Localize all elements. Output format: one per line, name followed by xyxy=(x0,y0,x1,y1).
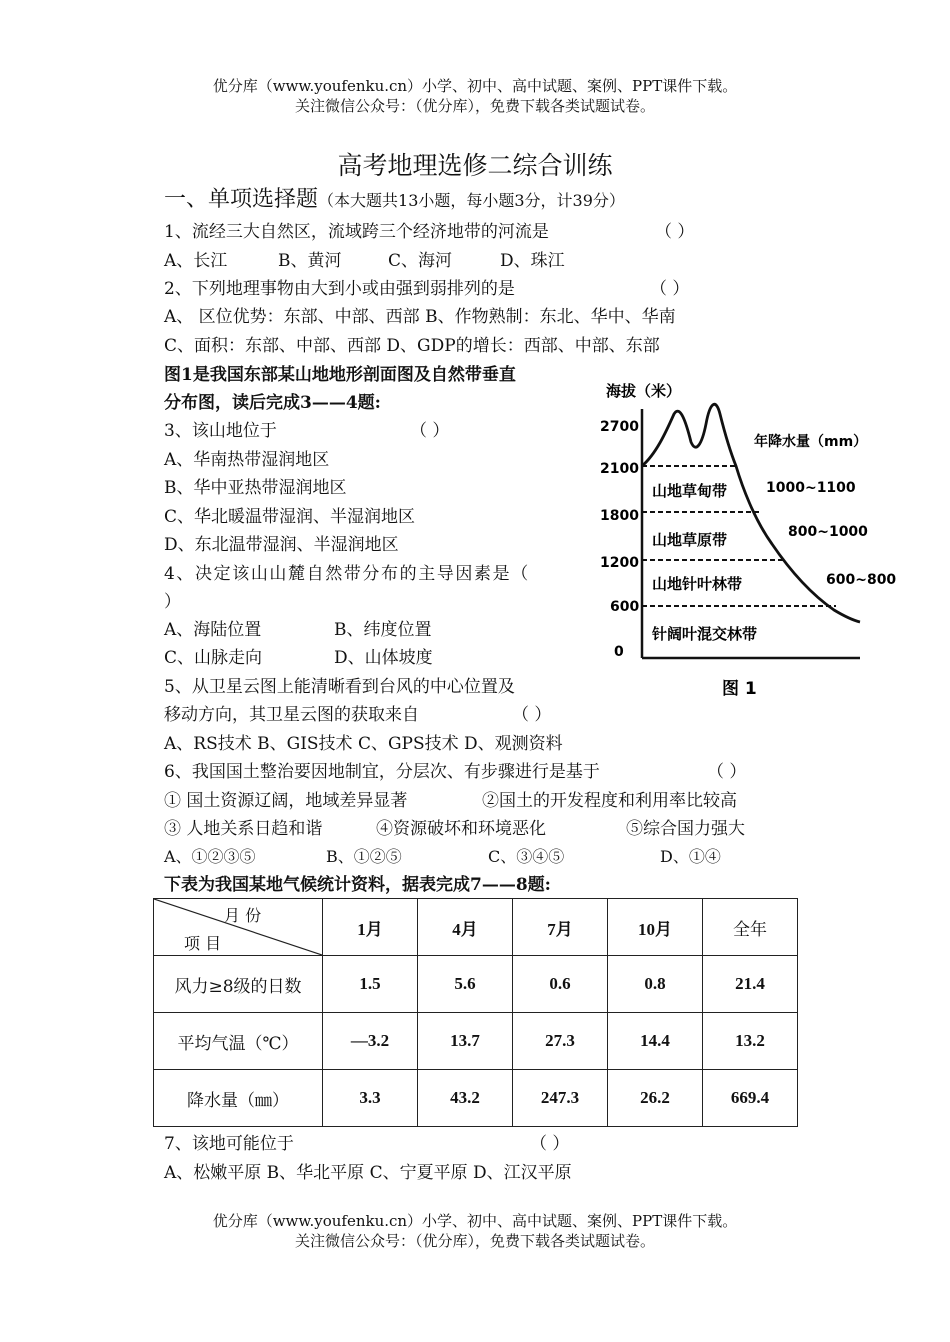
table-cell: 5.6 xyxy=(418,956,513,1013)
q6-option-a: A、①②③⑤ xyxy=(164,847,256,866)
section-note: （本大题共13小题，每小题3分，计39分） xyxy=(318,191,625,210)
q4-option-b: B、纬度位置 xyxy=(334,620,432,640)
q5-stem-line-2: 移动方向，其卫星云图的获取来自 xyxy=(164,705,419,725)
header-line-2: 关注微信公众号：（优分库），免费下载各类试题试卷。 xyxy=(294,97,655,115)
table-cell: 13.7 xyxy=(418,1013,513,1070)
q2-stem: 2、下列地理事物由大到小或由强到弱排列的是 xyxy=(164,279,515,299)
precip-high: 1000~1100 xyxy=(766,480,856,496)
q1-option-a: A、长江 xyxy=(164,251,228,271)
precip-mid: 800~1000 xyxy=(788,524,868,540)
corner-item-label: 项 目 xyxy=(184,934,222,953)
q3-option-c: C、华北暖温带湿润、半湿润地区 xyxy=(164,507,416,527)
table-cell: 0.8 xyxy=(608,956,703,1013)
table-cell: 27.3 xyxy=(513,1013,608,1070)
table-intro: 下表为我国某地气候统计资料，据表完成7——8题: xyxy=(164,875,551,895)
table-cell: 26.2 xyxy=(608,1070,703,1127)
y-axis-title: 海拔（米） xyxy=(606,382,682,400)
table-cell: 1.5 xyxy=(323,956,418,1013)
precip-title: 年降水量（mm） xyxy=(754,434,868,450)
zone-meadow: 山地草甸带 xyxy=(652,482,728,500)
fig-intro-line-1: 图1是我国东部某山地地形剖面图及自然带垂直 xyxy=(164,365,516,385)
climate-table xyxy=(153,898,798,1127)
col-header-jan: 1月 xyxy=(323,899,418,956)
table-cell: 3.3 xyxy=(323,1070,418,1127)
q4-options-line-1 xyxy=(164,616,432,644)
footer-line-2: 关注微信公众号：（优分库），免费下载各类试题试卷。 xyxy=(294,1232,655,1250)
table-corner-cell xyxy=(154,899,323,956)
q6-option-d: D、①④ xyxy=(660,847,721,866)
page-title: 高考地理选修二综合训练 xyxy=(337,151,613,180)
tick-0: 0 xyxy=(614,644,624,660)
col-header-oct: 10月 xyxy=(608,899,703,956)
tick-2700: 2700 xyxy=(600,419,639,435)
q5-paren: （ ） xyxy=(512,705,552,725)
q4-stem: 4、决定该山山麓自然带分布的主导因素是（ xyxy=(164,564,530,584)
q6-options xyxy=(164,843,721,871)
q3-option-d: D、东北温带湿润、半湿润地区 xyxy=(164,535,399,555)
tick-1800: 1800 xyxy=(600,508,639,524)
q4-option-a: A、海陆位置 xyxy=(164,620,262,640)
q2-paren: （ ） xyxy=(650,279,690,299)
table-cell: —3.2 xyxy=(323,1013,418,1070)
footer-line-1: 优分库（www.youfenku.cn）小学、初中、高中试题、案例、PPT课件下载。 xyxy=(212,1212,738,1230)
q6-paren: （ ） xyxy=(707,762,747,782)
q3-option-a: A、华南热带湿润地区 xyxy=(164,450,330,470)
q5-stem-line-1: 5、从卫星云图上能清晰看到台风的中心位置及 xyxy=(164,677,515,697)
q6-statement-2: ②国土的开发程度和利用率比较高 xyxy=(482,791,737,811)
q7-paren: （ ） xyxy=(530,1134,570,1154)
q5-options: A、RS技术 B、GIS技术 C、GPS技术 D、观测资料 xyxy=(164,734,563,754)
row-label-temperature: 平均气温（℃） xyxy=(154,1013,323,1070)
table-row xyxy=(154,1013,798,1070)
zone-coniferous: 山地针叶林带 xyxy=(652,575,743,593)
section-heading-text: 一、单项选择题 xyxy=(164,187,319,212)
table-row xyxy=(154,956,798,1013)
figure-1-profile xyxy=(586,374,916,704)
col-header-jul: 7月 xyxy=(513,899,608,956)
q6-option-b: B、①②⑤ xyxy=(326,847,402,866)
table-cell: 13.2 xyxy=(703,1013,798,1070)
q2-options-line-2: C、面积：东部、中部、西部 D、GDP的增长：西部、中部、东部 xyxy=(164,336,660,356)
row-label-wind: 风力≥8级的日数 xyxy=(154,956,323,1013)
q6-statement-5: ⑤综合国力强大 xyxy=(626,819,745,839)
q1-stem: 1、流经三大自然区，流域跨三个经济地带的河流是 xyxy=(164,222,549,242)
col-header-year: 全年 xyxy=(703,899,798,956)
q4-option-d: D、山体坡度 xyxy=(334,648,433,668)
q6-option-c: C、③④⑤ xyxy=(488,847,565,866)
q6-statements-line-1 xyxy=(164,787,737,815)
q6-stem: 6、我国国土整治要因地制宜，分层次、有步骤进行是基于 xyxy=(164,762,600,782)
q1-option-b: B、黄河 xyxy=(278,251,342,271)
q1-options xyxy=(164,247,565,275)
zone-mixed-forest: 针阔叶混交林带 xyxy=(652,625,758,643)
q6-statement-4: ④资源破坏和环境恶化 xyxy=(376,819,546,839)
table-cell: 14.4 xyxy=(608,1013,703,1070)
table-cell: 247.3 xyxy=(513,1070,608,1127)
table-cell: 21.4 xyxy=(703,956,798,1013)
q6-statement-1: ① 国土资源辽阔，地域差异显著 xyxy=(164,791,408,811)
q3-option-b: B、华中亚热带湿润地区 xyxy=(164,478,347,498)
table-row xyxy=(154,1070,798,1127)
tick-600: 600 xyxy=(610,599,640,615)
corner-diagonal xyxy=(154,899,322,955)
q4-options-line-2 xyxy=(164,644,433,672)
q2-options-line-1: A、 区位优势：东部、中部、西部 B、作物熟制：东北、华中、华南 xyxy=(164,307,676,327)
q3-stem: 3、该山地位于 xyxy=(164,421,277,441)
precip-low: 600~800 xyxy=(826,572,897,588)
q7-options: A、松嫩平原 B、华北平原 C、宁夏平原 D、江汉平原 xyxy=(164,1163,572,1183)
zone-steppe: 山地草原带 xyxy=(652,531,728,549)
row-label-precipitation: 降水量（㎜） xyxy=(154,1070,323,1127)
q4-option-c: C、山脉走向 xyxy=(164,648,263,668)
q1-option-c: C、海河 xyxy=(388,251,453,271)
q7-stem: 7、该地可能位于 xyxy=(164,1134,294,1154)
table-cell: 0.6 xyxy=(513,956,608,1013)
table-header-row xyxy=(154,899,798,956)
figure-caption: 图 1 xyxy=(722,679,757,699)
table-cell: 669.4 xyxy=(703,1070,798,1127)
q1-paren: （ ） xyxy=(655,222,695,242)
tick-2100: 2100 xyxy=(600,461,639,477)
table-cell: 43.2 xyxy=(418,1070,513,1127)
q6-statements-line-2 xyxy=(164,815,745,843)
fig-intro-line-2: 分布图，读后完成3——4题: xyxy=(164,393,381,413)
q4-close: ） xyxy=(164,592,181,612)
q1-option-d: D、珠江 xyxy=(500,251,565,271)
tick-1200: 1200 xyxy=(600,555,639,571)
col-header-apr: 4月 xyxy=(418,899,513,956)
q3-paren: （ ） xyxy=(410,421,450,441)
header-line-1: 优分库（www.youfenku.cn）小学、初中、高中试题、案例、PPT课件下载。 xyxy=(212,77,738,95)
section-heading xyxy=(164,186,625,215)
corner-month-label: 月 份 xyxy=(224,906,262,925)
q6-statement-3: ③ 人地关系日趋和谐 xyxy=(164,819,323,839)
